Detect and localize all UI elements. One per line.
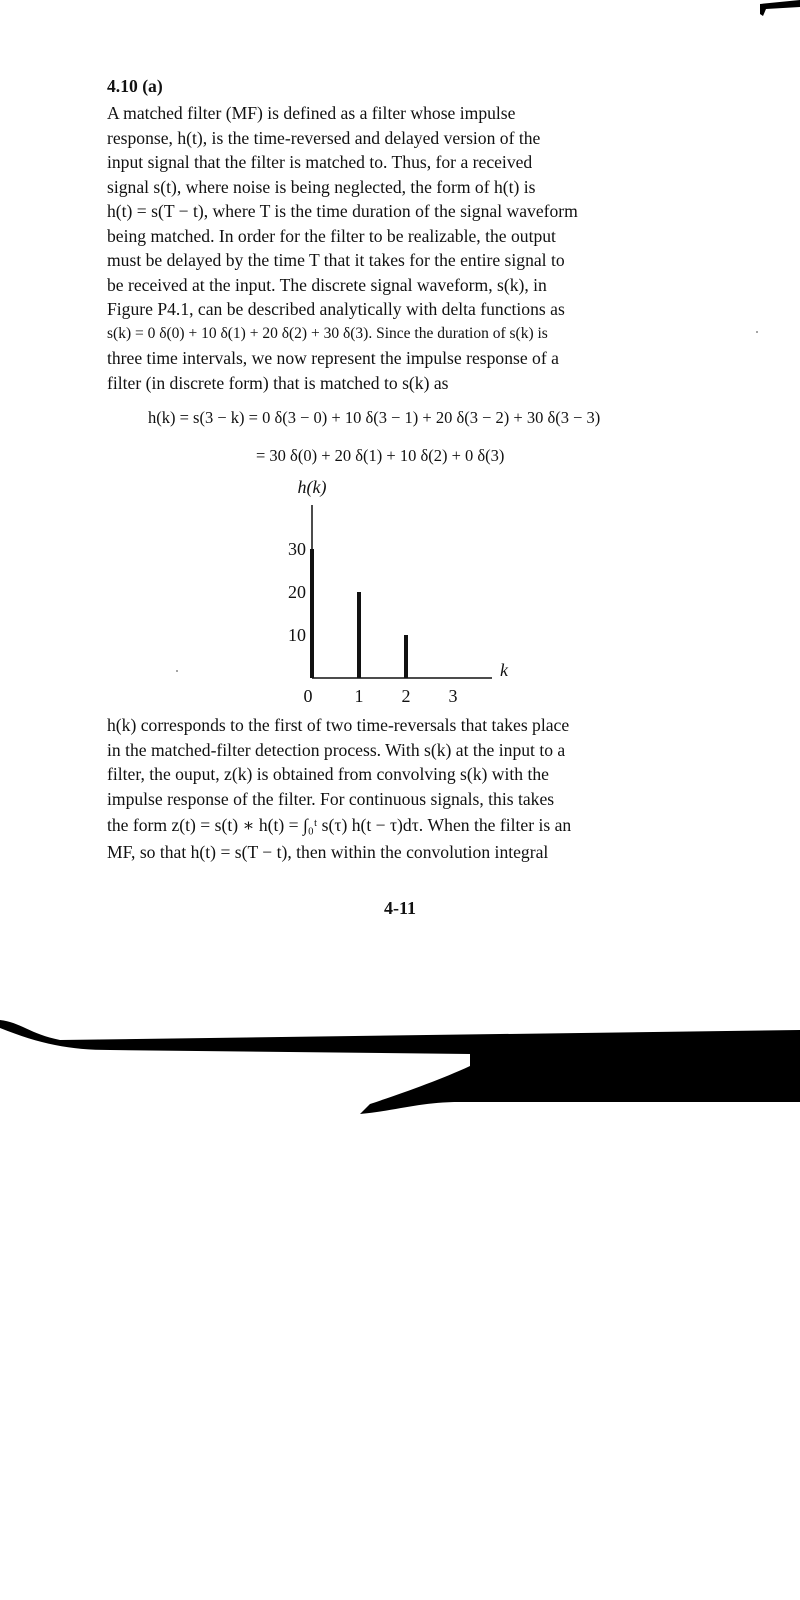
paragraph-1-line: be received at the input. The discrete signal waveform, s(k), in — [107, 274, 547, 295]
y-tick-label: 20 — [288, 582, 306, 602]
y-tick-label: 30 — [288, 539, 306, 559]
y-tick-label: 10 — [288, 625, 306, 645]
paragraph-1-line: response, h(t), is the time-reversed and delayed version of the — [107, 127, 541, 148]
paragraph-1-line: input signal that the filter is matched to. Thus, for a received — [107, 152, 533, 172]
paragraph-1-line: being matched. In order for the filter to be realizable, the output — [107, 225, 556, 246]
paragraph-1-line: s(k) = 0 δ(0) + 10 δ(1) + 20 δ(2) + 30 δ(3). Since the duration of s(k) is — [107, 324, 548, 342]
x-tick-label: 2 — [401, 686, 411, 706]
paragraph-2-line: the form z(t) = s(t) ∗ h(t) = ∫₀ᵗ s(τ) h(t − τ)dτ. When the filter is an — [107, 815, 572, 835]
impulse-bar — [404, 635, 408, 678]
paragraph-2-line: in the matched-filter detection process. With s(k) at the input to a — [107, 739, 566, 760]
scan-corner-mark — [730, 0, 800, 40]
paragraph-1-line: h(t) = s(T − t), where T is the time duration of the signal waveform — [107, 201, 578, 221]
x-axis-label: k — [500, 660, 508, 680]
paragraph-1-line: three time intervals, we now represent the impulse response of a — [107, 348, 559, 368]
x-tick-label: 0 — [303, 686, 313, 706]
page-number: 4-11 — [383, 898, 416, 918]
section-heading: 4.10 (a) — [107, 76, 163, 96]
x-tick-label: 3 — [448, 686, 458, 706]
impulse-bar — [310, 549, 314, 678]
paragraph-2-line: h(k) corresponds to the first of two time-reversals that takes place — [107, 715, 570, 735]
equation-line-2: = 30 δ(0) + 20 δ(1) + 10 δ(2) + 0 δ(3) — [256, 446, 505, 465]
scan-speck — [176, 670, 178, 672]
paragraph-2 — [107, 713, 687, 864]
paragraph-1-line: A matched filter (MF) is defined as a filter whose impulse — [107, 103, 516, 123]
paragraph-1 — [107, 101, 687, 395]
paragraph-1-line: filter (in discrete form) that is matched to s(k) as — [107, 372, 449, 393]
paragraph-2-line: MF, so that h(t) = s(T − t), then within the convolution integral — [107, 841, 549, 862]
paragraph-2-line: filter, the ouput, z(k) is obtained from convolving s(k) with the — [107, 764, 549, 784]
paragraph-1-line: signal s(t), where noise is being neglected, the form of h(t) is — [107, 176, 536, 197]
y-axis-label: h(k) — [297, 477, 327, 497]
x-tick-label: 1 — [354, 686, 364, 706]
equation-line-1: h(k) = s(3 − k) = 0 δ(3 − 0) + 10 δ(3 − 1) + 20 δ(3 − 2) + 30 δ(3 − 3) — [148, 408, 601, 427]
scan-speck — [756, 331, 758, 333]
paragraph-1-line: must be delayed by the time T that it takes for the entire signal to — [107, 250, 565, 270]
impulse-response-chart — [0, 475, 800, 725]
impulse-bar — [357, 592, 361, 678]
scan-shadow-band — [0, 1010, 800, 1120]
paragraph-1-line: Figure P4.1, can be described analytically with delta functions as — [107, 299, 565, 319]
paragraph-2-line: impulse response of the filter. For continuous signals, this takes — [107, 788, 555, 809]
